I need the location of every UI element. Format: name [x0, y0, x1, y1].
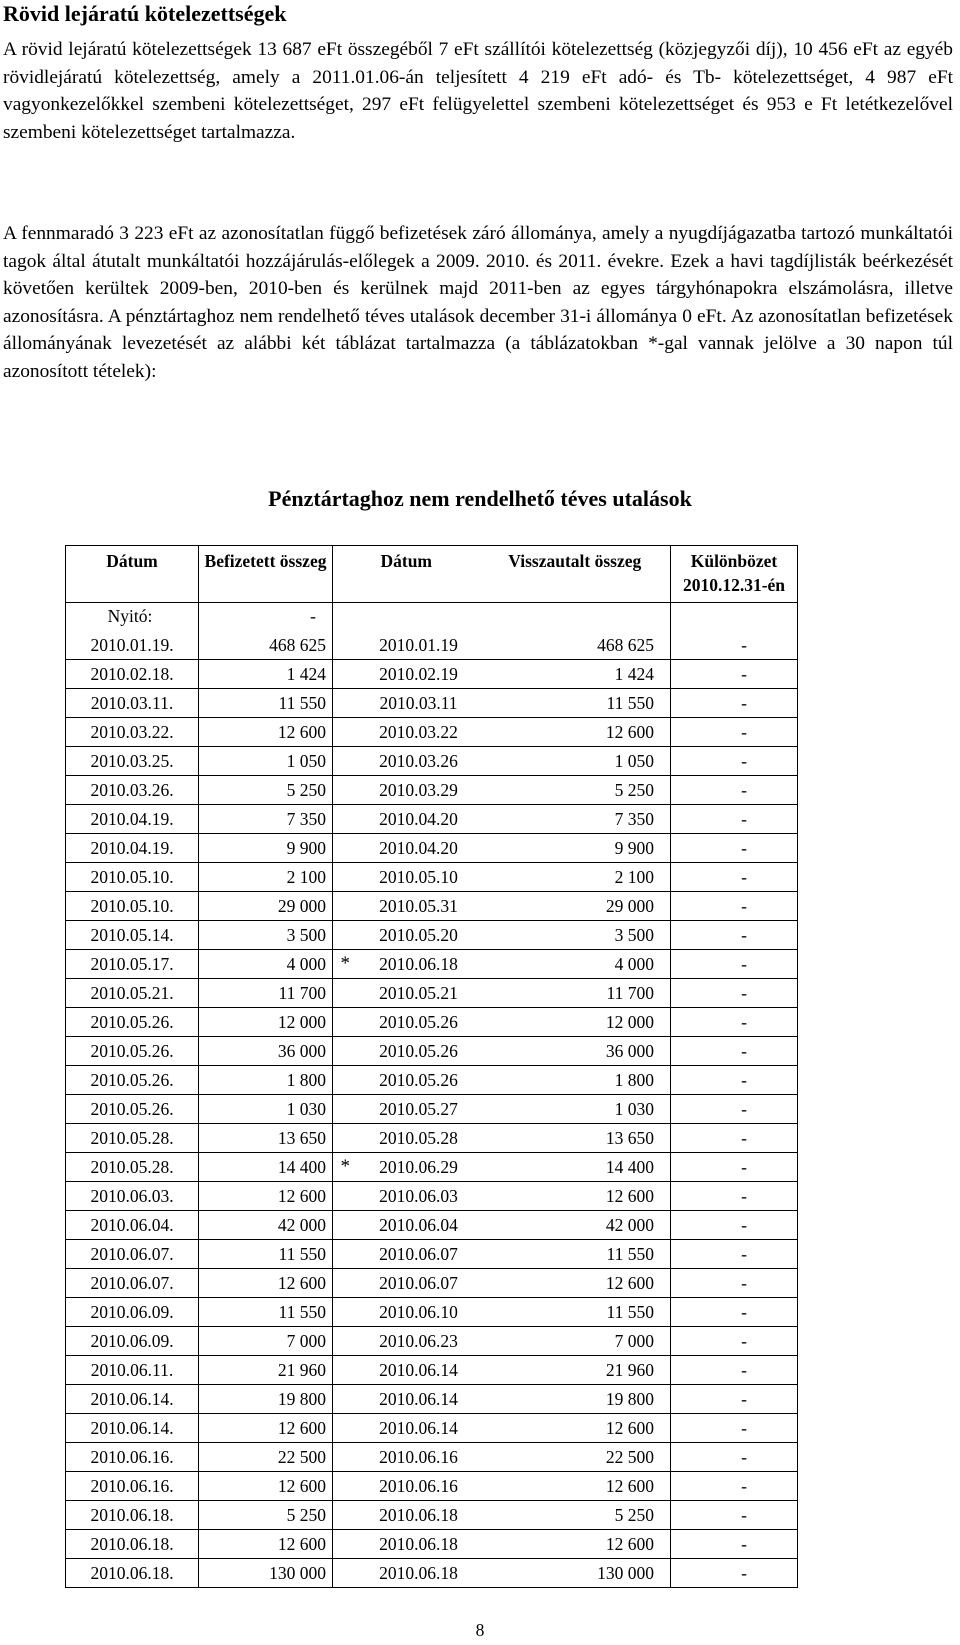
table-row	[66, 979, 798, 1008]
returned-amount-cell: 12 600	[480, 1414, 671, 1443]
date-paid-cell: 2010.06.11.	[66, 1356, 199, 1385]
difference-cell: -	[671, 776, 798, 805]
returned-amount-cell: 22 500	[480, 1443, 671, 1472]
returned-amount-cell: 5 250	[480, 776, 671, 805]
returned-amount-cell: 1 030	[480, 1095, 671, 1124]
date-returned-cell: 2010.05.27	[358, 1095, 480, 1124]
late-mark-cell	[333, 1501, 358, 1530]
returned-amount-cell: 2 100	[480, 863, 671, 892]
paid-amount-cell: 2 100	[199, 863, 333, 892]
difference-cell: -	[671, 1443, 798, 1472]
difference-cell: -	[671, 1124, 798, 1153]
date-returned-cell: 2010.05.21	[358, 979, 480, 1008]
late-mark-cell	[333, 921, 358, 950]
paragraph-1: A rövid lejáratú kötelezettségek 13 687 eFt összegéből 7 eFt szállítói kötelezettség (közjegyzői díj), 10 456 eFt az egyéb rövidlejáratú kötelezettség, amely a 2011.01.06-án teljesített 4 219 eFt adó- és Tb- kötelezettséget, 4 987 eFt vagyonkezelőkkel szembeni kötelezettséget, 297 eFt felügyelettel szembeni kötelezettséget és 953 e Ft letétkezelővel szembeni kötelezettséget tartalmazza.	[3, 39, 953, 143]
paid-amount-cell: 36 000	[199, 1037, 333, 1066]
table-row	[66, 1153, 798, 1182]
date-returned-cell: 2010.06.18	[358, 1530, 480, 1559]
difference-cell: -	[671, 747, 798, 776]
date-returned-cell: 2010.03.11	[358, 689, 480, 718]
difference-cell: -	[671, 1211, 798, 1240]
table-row	[66, 1095, 798, 1124]
late-mark-cell	[333, 1559, 358, 1588]
paid-amount-cell: 21 960	[199, 1356, 333, 1385]
difference-cell: -	[671, 1501, 798, 1530]
returned-amount-cell: 1 050	[480, 747, 671, 776]
date-paid-cell: 2010.06.09.	[66, 1327, 199, 1356]
date-paid-cell: 2010.03.25.	[66, 747, 199, 776]
date-paid-cell: 2010.06.04.	[66, 1211, 199, 1240]
difference-cell: -	[671, 1037, 798, 1066]
header-paid-amount: Befizetett összeg	[199, 546, 333, 603]
paid-amount-cell: 12 000	[199, 1008, 333, 1037]
date-paid-cell: 2010.05.26.	[66, 1095, 199, 1124]
paid-amount-cell: 42 000	[199, 1211, 333, 1240]
date-paid-cell: 2010.06.14.	[66, 1385, 199, 1414]
date-paid-cell: 2010.05.26.	[66, 1008, 199, 1037]
returned-amount-cell: 468 625	[480, 631, 671, 660]
difference-cell: -	[671, 1559, 798, 1588]
returned-amount-cell: 19 800	[480, 1385, 671, 1414]
late-mark-cell	[333, 718, 358, 747]
date-paid-cell: 2010.05.26.	[66, 1037, 199, 1066]
table-title: Pénztártaghoz nem rendelhető téves utalások	[268, 486, 692, 511]
difference-cell: -	[671, 805, 798, 834]
difference-cell: -	[671, 718, 798, 747]
paid-amount-cell: 5 250	[199, 776, 333, 805]
difference-cell: -	[671, 921, 798, 950]
date-returned-cell: 2010.03.29	[358, 776, 480, 805]
table-row	[66, 863, 798, 892]
date-returned-cell: 2010.05.26	[358, 1066, 480, 1095]
paid-amount-cell: 130 000	[199, 1559, 333, 1588]
paid-amount-cell: 12 600	[199, 718, 333, 747]
date-paid-cell: 2010.06.18.	[66, 1530, 199, 1559]
table-row	[66, 921, 798, 950]
table-row	[66, 1124, 798, 1153]
paid-amount-cell: 13 650	[199, 1124, 333, 1153]
date-returned-cell: 2010.04.20	[358, 834, 480, 863]
table-row	[66, 1414, 798, 1443]
date-returned-cell: 2010.05.26	[358, 1008, 480, 1037]
date-paid-cell: 2010.03.22.	[66, 718, 199, 747]
date-paid-cell: 2010.06.03.	[66, 1182, 199, 1211]
date-paid-cell: 2010.03.11.	[66, 689, 199, 718]
difference-cell: -	[671, 1327, 798, 1356]
opening-label: Nyitó:	[66, 603, 199, 632]
difference-cell: -	[671, 1095, 798, 1124]
paragraph-2: A fennmaradó 3 223 eFt az azonosítatlan függő befizetések záró állománya, amely a nyugdíjágazatba tartozó munkáltatói tagok által átutalt munkáltatói hozzájárulás-előlegek a 2009. 2010. és 2011. évekre. Ezek a havi tagdíjlisták beérkezését követően kerültek 2009-ben, 2010-ben és kerülnek majd 2011-ben az egyes tárgyhónapokra elszámolásra, illetve azonosításra. A pénztártaghoz nem rendelhető téves utalások december 31-i állománya 0 eFt. Az azonosítatlan befizetések állományának levezetését az alábbi két táblázat tartalmazza (a táblázatokban *-gal vannak jelölve a 30 napon túl azonosított tételek):	[3, 223, 953, 382]
table-row	[66, 950, 798, 979]
difference-cell: -	[671, 1008, 798, 1037]
date-returned-cell: 2010.05.28	[358, 1124, 480, 1153]
date-returned-cell: 2010.06.18	[358, 1559, 480, 1588]
date-returned-cell: 2010.06.14	[358, 1385, 480, 1414]
table-row	[66, 1066, 798, 1095]
returned-amount-cell: 5 250	[480, 1501, 671, 1530]
late-mark-cell	[333, 1327, 358, 1356]
difference-cell: -	[671, 1066, 798, 1095]
difference-cell: -	[671, 689, 798, 718]
header-date-returned: Dátum	[333, 546, 480, 603]
paid-amount-cell: 14 400	[199, 1153, 333, 1182]
difference-cell: -	[671, 950, 798, 979]
returned-amount-cell: 36 000	[480, 1037, 671, 1066]
late-mark-cell	[333, 1414, 358, 1443]
returned-amount-cell: 7 350	[480, 805, 671, 834]
paid-amount-cell: 12 600	[199, 1530, 333, 1559]
difference-cell: -	[671, 1356, 798, 1385]
table-row	[66, 1298, 798, 1327]
late-mark-cell	[333, 1298, 358, 1327]
table-row	[66, 1501, 798, 1530]
header-date-paid: Dátum	[66, 546, 199, 603]
table-row	[66, 1327, 798, 1356]
date-returned-cell: 2010.05.20	[358, 921, 480, 950]
returned-amount-cell: 7 000	[480, 1327, 671, 1356]
returned-amount-cell: 29 000	[480, 892, 671, 921]
date-returned-cell: 2010.05.26	[358, 1037, 480, 1066]
late-mark-cell	[333, 1385, 358, 1414]
returned-amount-cell: 130 000	[480, 1559, 671, 1588]
difference-cell: -	[671, 1182, 798, 1211]
date-paid-cell: 2010.05.26.	[66, 1066, 199, 1095]
late-mark-cell	[333, 1472, 358, 1501]
date-returned-cell: 2010.06.10	[358, 1298, 480, 1327]
returned-amount-cell: 1 424	[480, 660, 671, 689]
paid-amount-cell: 9 900	[199, 834, 333, 863]
paid-amount-cell: 7 350	[199, 805, 333, 834]
date-returned-cell: 2010.06.03	[358, 1182, 480, 1211]
late-mark-cell	[333, 1037, 358, 1066]
late-mark-cell	[333, 1182, 358, 1211]
returned-amount-cell: 3 500	[480, 921, 671, 950]
paid-amount-cell: 12 600	[199, 1414, 333, 1443]
date-returned-cell: 2010.06.16	[358, 1472, 480, 1501]
date-paid-cell: 2010.05.10.	[66, 863, 199, 892]
returned-amount-cell: 21 960	[480, 1356, 671, 1385]
table-row	[66, 834, 798, 863]
date-returned-cell: 2010.01.19	[358, 631, 480, 660]
paid-amount-cell: 7 000	[199, 1327, 333, 1356]
paid-amount-cell: 11 550	[199, 1298, 333, 1327]
late-mark-cell	[333, 1008, 358, 1037]
date-returned-cell: 2010.03.22	[358, 718, 480, 747]
paid-amount-cell: 1 030	[199, 1095, 333, 1124]
date-paid-cell: 2010.06.07.	[66, 1269, 199, 1298]
late-mark-cell	[333, 1443, 358, 1472]
date-returned-cell: 2010.06.16	[358, 1443, 480, 1472]
page-number: 8	[475, 1620, 485, 1640]
table-row	[66, 1385, 798, 1414]
late-mark-cell	[333, 1124, 358, 1153]
date-paid-cell: 2010.05.10.	[66, 892, 199, 921]
table-row	[66, 1008, 798, 1037]
date-returned-cell: 2010.06.18	[358, 950, 480, 979]
difference-cell: -	[671, 631, 798, 660]
opening-row	[66, 603, 798, 632]
date-paid-cell: 2010.05.28.	[66, 1153, 199, 1182]
date-paid-cell: 2010.04.19.	[66, 805, 199, 834]
late-mark-cell	[333, 834, 358, 863]
returned-amount-cell: 11 550	[480, 689, 671, 718]
late-mark-cell	[333, 631, 358, 660]
difference-cell: -	[671, 1240, 798, 1269]
transfers-table	[65, 545, 798, 1588]
paid-amount-cell: 4 000	[199, 950, 333, 979]
late-mark-cell	[333, 1066, 358, 1095]
late-mark-cell	[333, 979, 358, 1008]
table-row	[66, 1182, 798, 1211]
paid-amount-cell: 12 600	[199, 1472, 333, 1501]
late-mark-cell	[333, 1211, 358, 1240]
returned-amount-cell: 12 600	[480, 1269, 671, 1298]
date-returned-cell: 2010.06.23	[358, 1327, 480, 1356]
date-paid-cell: 2010.02.18.	[66, 660, 199, 689]
paid-amount-cell: 12 600	[199, 1182, 333, 1211]
date-returned-cell: 2010.03.26	[358, 747, 480, 776]
date-paid-cell: 2010.05.17.	[66, 950, 199, 979]
date-returned-cell: 2010.06.07	[358, 1240, 480, 1269]
date-returned-cell: 2010.05.10	[358, 863, 480, 892]
table-row	[66, 718, 798, 747]
table-row	[66, 776, 798, 805]
date-paid-cell: 2010.06.14.	[66, 1414, 199, 1443]
late-mark-cell	[333, 1530, 358, 1559]
date-returned-cell: 2010.05.31	[358, 892, 480, 921]
late-mark-cell	[333, 1095, 358, 1124]
table-row	[66, 1037, 798, 1066]
returned-amount-cell: 9 900	[480, 834, 671, 863]
difference-cell: -	[671, 660, 798, 689]
difference-cell: -	[671, 979, 798, 1008]
header-difference: Különbözet 2010.12.31-én	[671, 546, 798, 603]
date-paid-cell: 2010.05.21.	[66, 979, 199, 1008]
returned-amount-cell: 12 000	[480, 1008, 671, 1037]
date-paid-cell: 2010.01.19.	[66, 631, 199, 660]
late-mark-cell	[333, 747, 358, 776]
late-mark-cell: *	[333, 1153, 358, 1182]
date-returned-cell: 2010.02.19	[358, 660, 480, 689]
difference-cell: -	[671, 1414, 798, 1443]
table-row	[66, 1211, 798, 1240]
date-paid-cell: 2010.06.18.	[66, 1559, 199, 1588]
returned-amount-cell: 13 650	[480, 1124, 671, 1153]
paid-amount-cell: 1 424	[199, 660, 333, 689]
table-row	[66, 1269, 798, 1298]
table-row	[66, 1472, 798, 1501]
date-returned-cell: 2010.06.07	[358, 1269, 480, 1298]
table-row	[66, 689, 798, 718]
late-mark-cell	[333, 689, 358, 718]
date-returned-cell: 2010.04.20	[358, 805, 480, 834]
returned-amount-cell: 11 700	[480, 979, 671, 1008]
table-row	[66, 747, 798, 776]
section-heading: Rövid lejáratú kötelezettségek	[3, 1, 287, 26]
table-row	[66, 631, 798, 660]
returned-amount-cell: 4 000	[480, 950, 671, 979]
paid-amount-cell: 29 000	[199, 892, 333, 921]
returned-amount-cell: 1 800	[480, 1066, 671, 1095]
paid-amount-cell: 5 250	[199, 1501, 333, 1530]
paid-amount-cell: 19 800	[199, 1385, 333, 1414]
table-row	[66, 1356, 798, 1385]
date-paid-cell: 2010.05.28.	[66, 1124, 199, 1153]
paid-amount-cell: 468 625	[199, 631, 333, 660]
difference-cell: -	[671, 1153, 798, 1182]
table-header-row	[66, 546, 798, 603]
paid-amount-cell: 11 550	[199, 689, 333, 718]
returned-amount-cell: 12 600	[480, 718, 671, 747]
paid-amount-cell: 3 500	[199, 921, 333, 950]
difference-cell: -	[671, 834, 798, 863]
difference-cell: -	[671, 863, 798, 892]
paid-amount-cell: 11 700	[199, 979, 333, 1008]
difference-cell: -	[671, 1298, 798, 1327]
date-paid-cell: 2010.04.19.	[66, 834, 199, 863]
table-row	[66, 1559, 798, 1588]
paid-amount-cell: 11 550	[199, 1240, 333, 1269]
date-paid-cell: 2010.03.26.	[66, 776, 199, 805]
date-returned-cell: 2010.06.29	[358, 1153, 480, 1182]
paid-amount-cell: 22 500	[199, 1443, 333, 1472]
paid-amount-cell: 1 800	[199, 1066, 333, 1095]
returned-amount-cell: 12 600	[480, 1182, 671, 1211]
late-mark-cell	[333, 892, 358, 921]
late-mark-cell	[333, 776, 358, 805]
date-paid-cell: 2010.06.09.	[66, 1298, 199, 1327]
late-mark-cell	[333, 1269, 358, 1298]
date-paid-cell: 2010.06.16.	[66, 1472, 199, 1501]
difference-cell: -	[671, 1472, 798, 1501]
returned-amount-cell: 12 600	[480, 1530, 671, 1559]
table-row	[66, 1530, 798, 1559]
date-paid-cell: 2010.06.18.	[66, 1501, 199, 1530]
header-returned-amount: Visszautalt összeg	[480, 546, 671, 603]
table-row	[66, 805, 798, 834]
table-row	[66, 1240, 798, 1269]
table-row	[66, 660, 798, 689]
late-mark-cell	[333, 1240, 358, 1269]
late-mark-cell: *	[333, 950, 358, 979]
returned-amount-cell: 42 000	[480, 1211, 671, 1240]
date-returned-cell: 2010.06.04	[358, 1211, 480, 1240]
paid-amount-cell: 1 050	[199, 747, 333, 776]
date-returned-cell: 2010.06.18	[358, 1501, 480, 1530]
returned-amount-cell: 14 400	[480, 1153, 671, 1182]
date-paid-cell: 2010.05.14.	[66, 921, 199, 950]
opening-value: -	[199, 603, 333, 632]
table-row	[66, 1443, 798, 1472]
difference-cell: -	[671, 1385, 798, 1414]
date-returned-cell: 2010.06.14	[358, 1414, 480, 1443]
returned-amount-cell: 11 550	[480, 1240, 671, 1269]
difference-cell: -	[671, 892, 798, 921]
difference-cell: -	[671, 1530, 798, 1559]
late-mark-cell	[333, 863, 358, 892]
date-returned-cell: 2010.06.14	[358, 1356, 480, 1385]
late-mark-cell	[333, 805, 358, 834]
late-mark-cell	[333, 1356, 358, 1385]
late-mark-cell	[333, 660, 358, 689]
difference-cell: -	[671, 1269, 798, 1298]
date-paid-cell: 2010.06.07.	[66, 1240, 199, 1269]
returned-amount-cell: 11 550	[480, 1298, 671, 1327]
date-paid-cell: 2010.06.16.	[66, 1443, 199, 1472]
table-row	[66, 892, 798, 921]
returned-amount-cell: 12 600	[480, 1472, 671, 1501]
paid-amount-cell: 12 600	[199, 1269, 333, 1298]
